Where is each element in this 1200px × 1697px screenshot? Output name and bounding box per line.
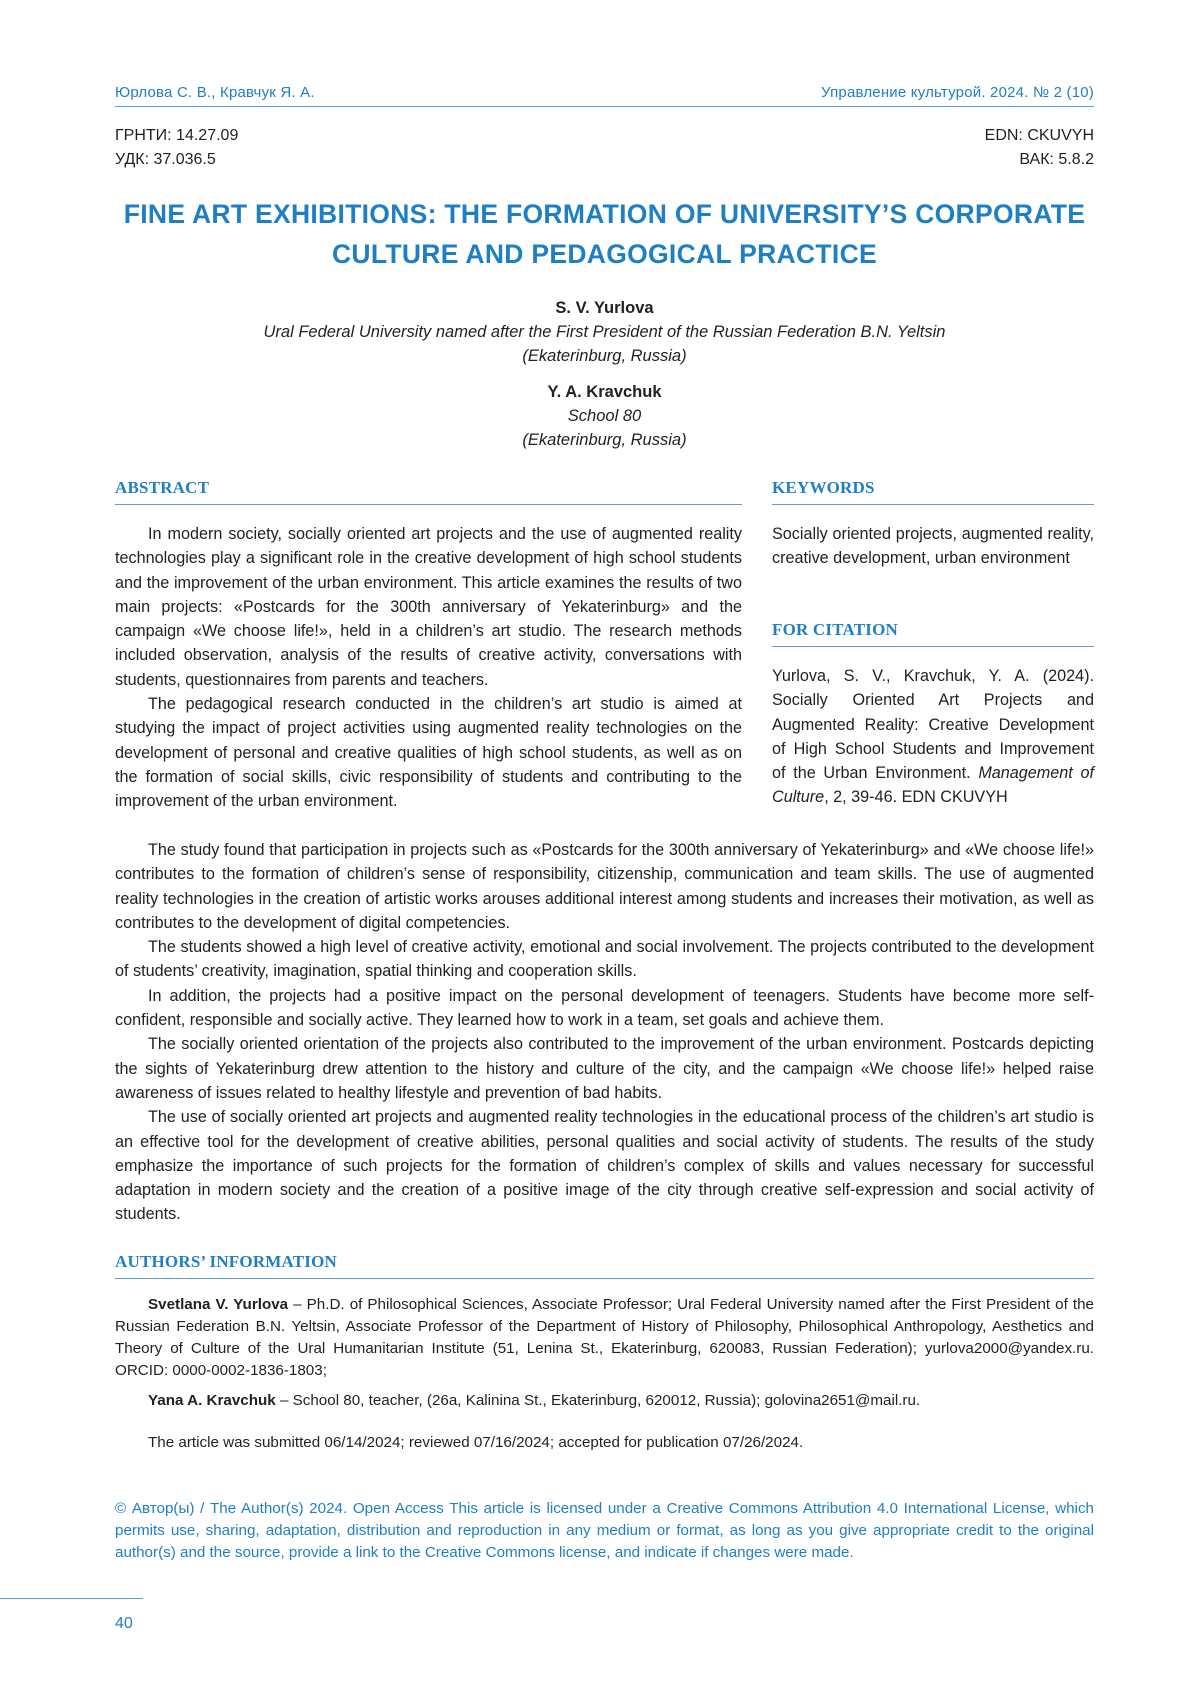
edn-code: EDN: CKUVYH bbox=[985, 124, 1094, 148]
author-info-text: – Ph.D. of Philosophical Sciences, Associate Professor; Ural Federal University named after the First President of the Russian Federation B.N. Yeltsin, Associate Professor of the Department of History of Philosophy, Philosophical Anthropology, Aesthetics and Theory of Culture of the Ural Humanitarian Institute (51, Lenina St., Ekaterinburg, 620083, Russian Federation); yurlova2000@yandex.ru. ORCID: 0000-0002-1836-1803; bbox=[115, 1296, 1094, 1379]
citation-rule bbox=[772, 646, 1094, 647]
author-affiliation: School 80 bbox=[115, 404, 1094, 428]
abstract-column bbox=[115, 522, 742, 814]
keywords-heading: KEYWORDS bbox=[772, 478, 875, 498]
vak-code: ВАК: 5.8.2 bbox=[985, 148, 1094, 172]
author-location: (Ekaterinburg, Russia) bbox=[115, 344, 1094, 368]
running-header-authors: Юрлова С. В., Кравчук Я. А. bbox=[115, 84, 315, 101]
abstract-paragraph: The students showed a high level of creative activity, emotional and social involvement. The projects contributed to the development of students’ creativity, imagination, spatial thinking and cooperation skills. bbox=[115, 935, 1094, 984]
udk-code: УДК: 37.036.5 bbox=[115, 148, 238, 172]
citation-text bbox=[772, 664, 1094, 810]
abstract-paragraph: The pedagogical research conducted in the children’s art studio is aimed at studying the impact of project activities using augmented reality technologies on the development of personal and creative qualities of high school students, as well as on the formation of social skills, civic responsibility of students and contributing to the improvement of the urban environment. bbox=[115, 692, 742, 813]
keywords-rule bbox=[772, 504, 1094, 505]
authors-info-rule bbox=[115, 1278, 1094, 1279]
citation-heading: FOR CITATION bbox=[772, 620, 898, 640]
author-info-name: Svetlana V. Yurlova bbox=[148, 1296, 288, 1313]
article-title bbox=[115, 194, 1094, 274]
author-block-2 bbox=[115, 380, 1094, 452]
keywords-text: Socially oriented projects, augmented reality, creative development, urban environment bbox=[772, 522, 1094, 571]
abstract-paragraph: The use of socially oriented art projects and augmented reality technologies in the educational process of the children’s art studio is an effective tool for the development of creative abilities, personal qualities and social activity of students. The results of the study emphasize the importance of such projects for the formation of children’s complex of skills and values necessary for successful adaptation in modern society and the creation of a positive image of the city through creative self-expression and social activity of students. bbox=[115, 1105, 1094, 1226]
author-info-1 bbox=[115, 1294, 1094, 1382]
title-line-1: FINE ART EXHIBITIONS: THE FORMATION OF UNIVERSITY’S CORPORATE bbox=[115, 194, 1094, 234]
classification-codes-right bbox=[985, 124, 1094, 172]
author-name: Y. A. Kravchuk bbox=[115, 380, 1094, 404]
author-name: S. V. Yurlova bbox=[115, 296, 1094, 320]
abstract-paragraph: In addition, the projects had a positive impact on the personal development of teenagers. Students have become more self-confident, responsible and socially active. They learned how to work in a team, set goals and achieve them. bbox=[115, 984, 1094, 1033]
license-notice: © Автор(ы) / The Author(s) 2024. Open Access This article is licensed under a Creative Commons Attribution 4.0 International License, which permits use, sharing, adaptation, distribution and reproduction in any medium or format, as long as you give appropriate credit to the original author(s) and the source, provide a link to the Creative Commons license, and indicate if changes were made. bbox=[115, 1498, 1094, 1564]
keywords-block bbox=[772, 522, 1094, 571]
abstract-paragraph: The socially oriented orientation of the projects also contributed to the improvement of the urban environment. Postcards depicting the sights of Yekaterinburg drew attention to the history and culture of the city, and the campaign «We choose life!» helped raise awareness of issues related to healthy lifestyle and prevention of bad habits. bbox=[115, 1032, 1094, 1105]
classification-codes-left bbox=[115, 124, 238, 172]
author-location: (Ekaterinburg, Russia) bbox=[115, 428, 1094, 452]
grnti-code: ГРНТИ: 14.27.09 bbox=[115, 124, 238, 148]
author-info-2 bbox=[115, 1390, 1094, 1412]
page-number: 40 bbox=[115, 1615, 133, 1633]
author-affiliation: Ural Federal University named after the First President of the Russian Federation B.N. Yeltsin bbox=[115, 320, 1094, 344]
title-line-2: CULTURE AND PEDAGOGICAL PRACTICE bbox=[115, 234, 1094, 274]
citation-tail: , 2, 39-46. EDN CKUVYH bbox=[824, 788, 1008, 806]
author-info-text: – School 80, teacher, (26a, Kalinina St., Ekaterinburg, 620012, Russia); golovina2651@mail.ru. bbox=[276, 1392, 920, 1409]
submission-dates: The article was submitted 06/14/2024; reviewed 07/16/2024; accepted for publication 07/26/2024. bbox=[115, 1432, 1094, 1454]
authors-info-heading: AUTHORS’ INFORMATION bbox=[115, 1252, 337, 1272]
abstract-heading: ABSTRACT bbox=[115, 478, 209, 498]
abstract-paragraph: The study found that participation in projects such as «Postcards for the 300th anniversary of Yekaterinburg» and «We choose life!» contributes to the formation of children’s sense of responsibility, citizenship, communication and team skills. The use of augmented reality technologies in the creation of artistic works arouses additional interest among students and increases their motivation, as well as contributes to the development of digital competencies. bbox=[115, 838, 1094, 935]
author-info-name: Yana A. Kravchuk bbox=[148, 1392, 276, 1409]
footer-rule bbox=[0, 1598, 143, 1599]
abstract-paragraph: In modern society, socially oriented art projects and the use of augmented reality technologies play a significant role in the creative development of high school students and the improvement of the urban environment. This article examines the results of two main projects: «Postcards for the 300th anniversary of Yekaterinburg» and the campaign «We choose life!», held in a children’s art studio. The research methods included observation, analysis of the results of creative activity, conversations with students, questionnaires from parents and teachers. bbox=[115, 522, 742, 692]
running-header-journal: Управление культурой. 2024. № 2 (10) bbox=[821, 84, 1094, 101]
abstract-rule bbox=[115, 504, 742, 505]
header-rule bbox=[115, 106, 1094, 107]
author-block-1 bbox=[115, 296, 1094, 368]
abstract-continuation bbox=[115, 838, 1094, 1227]
citation-main: Yurlova, S. V., Kravchuk, Y. A. (2024). Socially Oriented Art Projects and Augmented Reality: Creative Development of High School Students and Improvement of the Urban Environment. bbox=[772, 667, 1094, 782]
citation-block bbox=[772, 664, 1094, 810]
citation-journal: Management of Culture bbox=[772, 764, 1094, 806]
